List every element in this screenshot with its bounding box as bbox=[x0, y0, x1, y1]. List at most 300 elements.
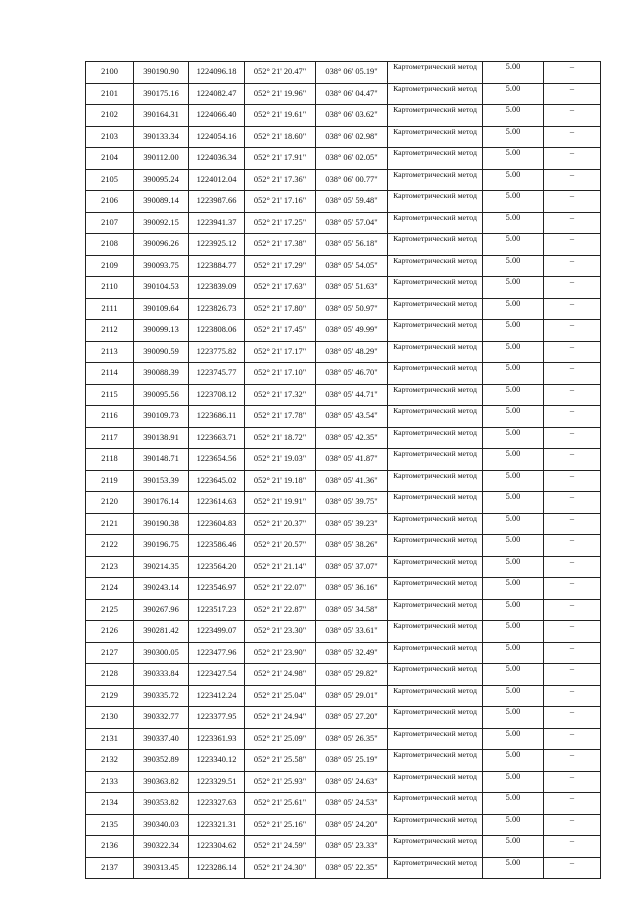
y-coordinate-cell: 1223304.62 bbox=[189, 836, 245, 858]
table-row bbox=[86, 384, 601, 406]
note-cell: – bbox=[544, 62, 601, 84]
table-row bbox=[86, 126, 601, 148]
accuracy-cell: 5.00 bbox=[483, 320, 544, 342]
y-coordinate-cell: 1223941.37 bbox=[189, 212, 245, 234]
x-coordinate-cell: 390196.75 bbox=[134, 535, 189, 557]
x-coordinate-cell: 390133.34 bbox=[134, 126, 189, 148]
x-coordinate-cell: 390190.38 bbox=[134, 513, 189, 535]
y-coordinate-cell: 1223614.63 bbox=[189, 492, 245, 514]
accuracy-cell: 5.00 bbox=[483, 556, 544, 578]
point-number-cell: 2126 bbox=[86, 621, 134, 643]
point-number-cell: 2118 bbox=[86, 449, 134, 471]
y-coordinate-cell: 1223477.96 bbox=[189, 642, 245, 664]
table-row bbox=[86, 535, 601, 557]
point-number-cell: 2137 bbox=[86, 857, 134, 879]
y-coordinate-cell: 1223412.24 bbox=[189, 685, 245, 707]
latitude-cell: 052° 21' 25.09" bbox=[245, 728, 316, 750]
method-cell: Картометрический метод bbox=[388, 62, 483, 84]
longitude-cell: 038° 05' 29.01" bbox=[316, 685, 388, 707]
longitude-cell: 038° 05' 39.75" bbox=[316, 492, 388, 514]
note-cell: – bbox=[544, 771, 601, 793]
point-number-cell: 2129 bbox=[86, 685, 134, 707]
accuracy-cell: 5.00 bbox=[483, 470, 544, 492]
table-row bbox=[86, 83, 601, 105]
point-number-cell: 2136 bbox=[86, 836, 134, 858]
longitude-cell: 038° 05' 22.35" bbox=[316, 857, 388, 879]
table-row bbox=[86, 685, 601, 707]
accuracy-cell: 5.00 bbox=[483, 277, 544, 299]
accuracy-cell: 5.00 bbox=[483, 126, 544, 148]
x-coordinate-cell: 390109.64 bbox=[134, 298, 189, 320]
table-row bbox=[86, 492, 601, 514]
table-row bbox=[86, 599, 601, 621]
y-coordinate-cell: 1224054.16 bbox=[189, 126, 245, 148]
longitude-cell: 038° 05' 38.26" bbox=[316, 535, 388, 557]
point-number-cell: 2106 bbox=[86, 191, 134, 213]
y-coordinate-cell: 1223884.77 bbox=[189, 255, 245, 277]
longitude-cell: 038° 05' 59.48" bbox=[316, 191, 388, 213]
x-coordinate-cell: 390088.39 bbox=[134, 363, 189, 385]
note-cell: – bbox=[544, 191, 601, 213]
y-coordinate-cell: 1223286.14 bbox=[189, 857, 245, 879]
latitude-cell: 052° 21' 17.10" bbox=[245, 363, 316, 385]
table-row bbox=[86, 642, 601, 664]
note-cell: – bbox=[544, 406, 601, 428]
table-row bbox=[86, 578, 601, 600]
x-coordinate-cell: 390333.84 bbox=[134, 664, 189, 686]
accuracy-cell: 5.00 bbox=[483, 427, 544, 449]
table-row bbox=[86, 750, 601, 772]
table-row bbox=[86, 449, 601, 471]
latitude-cell: 052° 21' 24.98" bbox=[245, 664, 316, 686]
y-coordinate-cell: 1223925.12 bbox=[189, 234, 245, 256]
x-coordinate-cell: 390112.00 bbox=[134, 148, 189, 170]
table-row bbox=[86, 277, 601, 299]
point-number-cell: 2101 bbox=[86, 83, 134, 105]
table-row bbox=[86, 212, 601, 234]
note-cell: – bbox=[544, 513, 601, 535]
method-cell: Картометрический метод bbox=[388, 255, 483, 277]
longitude-cell: 038° 05' 48.29" bbox=[316, 341, 388, 363]
table-row bbox=[86, 664, 601, 686]
accuracy-cell: 5.00 bbox=[483, 621, 544, 643]
table-row bbox=[86, 793, 601, 815]
latitude-cell: 052° 21' 19.91" bbox=[245, 492, 316, 514]
method-cell: Картометрический метод bbox=[388, 470, 483, 492]
method-cell: Картометрический метод bbox=[388, 857, 483, 879]
longitude-cell: 038° 05' 54.05" bbox=[316, 255, 388, 277]
method-cell: Картометрический метод bbox=[388, 621, 483, 643]
longitude-cell: 038° 06' 02.98" bbox=[316, 126, 388, 148]
accuracy-cell: 5.00 bbox=[483, 857, 544, 879]
longitude-cell: 038° 05' 24.63" bbox=[316, 771, 388, 793]
note-cell: – bbox=[544, 298, 601, 320]
longitude-cell: 038° 05' 51.63" bbox=[316, 277, 388, 299]
note-cell: – bbox=[544, 105, 601, 127]
longitude-cell: 038° 06' 04.47" bbox=[316, 83, 388, 105]
point-number-cell: 2134 bbox=[86, 793, 134, 815]
note-cell: – bbox=[544, 470, 601, 492]
point-number-cell: 2108 bbox=[86, 234, 134, 256]
latitude-cell: 052° 21' 19.18" bbox=[245, 470, 316, 492]
longitude-cell: 038° 05' 46.70" bbox=[316, 363, 388, 385]
accuracy-cell: 5.00 bbox=[483, 148, 544, 170]
point-number-cell: 2103 bbox=[86, 126, 134, 148]
table-row bbox=[86, 169, 601, 191]
point-number-cell: 2121 bbox=[86, 513, 134, 535]
accuracy-cell: 5.00 bbox=[483, 406, 544, 428]
point-number-cell: 2125 bbox=[86, 599, 134, 621]
longitude-cell: 038° 05' 36.16" bbox=[316, 578, 388, 600]
longitude-cell: 038° 05' 41.36" bbox=[316, 470, 388, 492]
latitude-cell: 052° 21' 23.90" bbox=[245, 642, 316, 664]
longitude-cell: 038° 05' 23.33" bbox=[316, 836, 388, 858]
table-row bbox=[86, 836, 601, 858]
point-number-cell: 2107 bbox=[86, 212, 134, 234]
y-coordinate-cell: 1223327.63 bbox=[189, 793, 245, 815]
accuracy-cell: 5.00 bbox=[483, 105, 544, 127]
method-cell: Картометрический метод bbox=[388, 685, 483, 707]
note-cell: – bbox=[544, 599, 601, 621]
method-cell: Картометрический метод bbox=[388, 105, 483, 127]
note-cell: – bbox=[544, 234, 601, 256]
y-coordinate-cell: 1223654.56 bbox=[189, 449, 245, 471]
accuracy-cell: 5.00 bbox=[483, 83, 544, 105]
accuracy-cell: 5.00 bbox=[483, 234, 544, 256]
y-coordinate-cell: 1223826.73 bbox=[189, 298, 245, 320]
method-cell: Картометрический метод bbox=[388, 320, 483, 342]
y-coordinate-cell: 1223517.23 bbox=[189, 599, 245, 621]
note-cell: – bbox=[544, 492, 601, 514]
longitude-cell: 038° 05' 24.20" bbox=[316, 814, 388, 836]
y-coordinate-cell: 1223839.09 bbox=[189, 277, 245, 299]
method-cell: Картометрический метод bbox=[388, 384, 483, 406]
accuracy-cell: 5.00 bbox=[483, 212, 544, 234]
x-coordinate-cell: 390335.72 bbox=[134, 685, 189, 707]
x-coordinate-cell: 390243.14 bbox=[134, 578, 189, 600]
accuracy-cell: 5.00 bbox=[483, 384, 544, 406]
accuracy-cell: 5.00 bbox=[483, 513, 544, 535]
table-row bbox=[86, 105, 601, 127]
table-row bbox=[86, 814, 601, 836]
note-cell: – bbox=[544, 341, 601, 363]
method-cell: Картометрический метод bbox=[388, 427, 483, 449]
latitude-cell: 052° 21' 19.61" bbox=[245, 105, 316, 127]
method-cell: Картометрический метод bbox=[388, 578, 483, 600]
x-coordinate-cell: 390353.82 bbox=[134, 793, 189, 815]
method-cell: Картометрический метод bbox=[388, 535, 483, 557]
longitude-cell: 038° 05' 32.49" bbox=[316, 642, 388, 664]
latitude-cell: 052° 21' 17.78" bbox=[245, 406, 316, 428]
note-cell: – bbox=[544, 535, 601, 557]
latitude-cell: 052° 21' 17.80" bbox=[245, 298, 316, 320]
method-cell: Картометрический метод bbox=[388, 169, 483, 191]
x-coordinate-cell: 390148.71 bbox=[134, 449, 189, 471]
table-body bbox=[86, 62, 601, 879]
latitude-cell: 052° 21' 24.94" bbox=[245, 707, 316, 729]
point-number-cell: 2112 bbox=[86, 320, 134, 342]
accuracy-cell: 5.00 bbox=[483, 664, 544, 686]
y-coordinate-cell: 1224036.34 bbox=[189, 148, 245, 170]
point-number-cell: 2120 bbox=[86, 492, 134, 514]
x-coordinate-cell: 390300.05 bbox=[134, 642, 189, 664]
note-cell: – bbox=[544, 578, 601, 600]
method-cell: Картометрический метод bbox=[388, 556, 483, 578]
point-number-cell: 2135 bbox=[86, 814, 134, 836]
method-cell: Картометрический метод bbox=[388, 83, 483, 105]
method-cell: Картометрический метод bbox=[388, 836, 483, 858]
latitude-cell: 052° 21' 25.16" bbox=[245, 814, 316, 836]
point-number-cell: 2115 bbox=[86, 384, 134, 406]
note-cell: – bbox=[544, 427, 601, 449]
point-number-cell: 2109 bbox=[86, 255, 134, 277]
y-coordinate-cell: 1223564.20 bbox=[189, 556, 245, 578]
longitude-cell: 038° 05' 42.35" bbox=[316, 427, 388, 449]
accuracy-cell: 5.00 bbox=[483, 298, 544, 320]
accuracy-cell: 5.00 bbox=[483, 836, 544, 858]
latitude-cell: 052° 21' 24.30" bbox=[245, 857, 316, 879]
note-cell: – bbox=[544, 750, 601, 772]
table-row bbox=[86, 857, 601, 879]
accuracy-cell: 5.00 bbox=[483, 341, 544, 363]
longitude-cell: 038° 05' 25.19" bbox=[316, 750, 388, 772]
latitude-cell: 052° 21' 25.58" bbox=[245, 750, 316, 772]
point-number-cell: 2133 bbox=[86, 771, 134, 793]
table-row bbox=[86, 320, 601, 342]
table-row bbox=[86, 406, 601, 428]
point-number-cell: 2105 bbox=[86, 169, 134, 191]
y-coordinate-cell: 1223499.07 bbox=[189, 621, 245, 643]
method-cell: Картометрический метод bbox=[388, 148, 483, 170]
method-cell: Картометрический метод bbox=[388, 126, 483, 148]
note-cell: – bbox=[544, 384, 601, 406]
point-number-cell: 2113 bbox=[86, 341, 134, 363]
latitude-cell: 052° 21' 19.96" bbox=[245, 83, 316, 105]
latitude-cell: 052° 21' 22.07" bbox=[245, 578, 316, 600]
x-coordinate-cell: 390267.96 bbox=[134, 599, 189, 621]
table-row bbox=[86, 363, 601, 385]
method-cell: Картометрический метод bbox=[388, 341, 483, 363]
x-coordinate-cell: 390214.35 bbox=[134, 556, 189, 578]
table-row bbox=[86, 513, 601, 535]
latitude-cell: 052° 21' 17.91" bbox=[245, 148, 316, 170]
note-cell: – bbox=[544, 169, 601, 191]
accuracy-cell: 5.00 bbox=[483, 771, 544, 793]
table-row bbox=[86, 728, 601, 750]
longitude-cell: 038° 05' 39.23" bbox=[316, 513, 388, 535]
note-cell: – bbox=[544, 836, 601, 858]
y-coordinate-cell: 1223361.93 bbox=[189, 728, 245, 750]
longitude-cell: 038° 05' 56.18" bbox=[316, 234, 388, 256]
y-coordinate-cell: 1223686.11 bbox=[189, 406, 245, 428]
longitude-cell: 038° 05' 26.35" bbox=[316, 728, 388, 750]
longitude-cell: 038° 05' 29.82" bbox=[316, 664, 388, 686]
accuracy-cell: 5.00 bbox=[483, 707, 544, 729]
point-number-cell: 2117 bbox=[86, 427, 134, 449]
note-cell: – bbox=[544, 212, 601, 234]
x-coordinate-cell: 390153.39 bbox=[134, 470, 189, 492]
latitude-cell: 052° 21' 17.45" bbox=[245, 320, 316, 342]
y-coordinate-cell: 1223329.51 bbox=[189, 771, 245, 793]
longitude-cell: 038° 05' 44.71" bbox=[316, 384, 388, 406]
latitude-cell: 052° 21' 17.25" bbox=[245, 212, 316, 234]
table-row bbox=[86, 255, 601, 277]
point-number-cell: 2123 bbox=[86, 556, 134, 578]
accuracy-cell: 5.00 bbox=[483, 535, 544, 557]
longitude-cell: 038° 05' 43.54" bbox=[316, 406, 388, 428]
point-number-cell: 2130 bbox=[86, 707, 134, 729]
longitude-cell: 038° 06' 00.77" bbox=[316, 169, 388, 191]
y-coordinate-cell: 1223775.82 bbox=[189, 341, 245, 363]
point-number-cell: 2128 bbox=[86, 664, 134, 686]
x-coordinate-cell: 390281.42 bbox=[134, 621, 189, 643]
note-cell: – bbox=[544, 148, 601, 170]
table-row bbox=[86, 771, 601, 793]
y-coordinate-cell: 1223546.97 bbox=[189, 578, 245, 600]
latitude-cell: 052° 21' 25.04" bbox=[245, 685, 316, 707]
y-coordinate-cell: 1223321.31 bbox=[189, 814, 245, 836]
x-coordinate-cell: 390095.24 bbox=[134, 169, 189, 191]
x-coordinate-cell: 390190.90 bbox=[134, 62, 189, 84]
note-cell: – bbox=[544, 728, 601, 750]
latitude-cell: 052° 21' 21.14" bbox=[245, 556, 316, 578]
method-cell: Картометрический метод bbox=[388, 750, 483, 772]
latitude-cell: 052° 21' 19.03" bbox=[245, 449, 316, 471]
latitude-cell: 052° 21' 17.36" bbox=[245, 169, 316, 191]
longitude-cell: 038° 05' 33.61" bbox=[316, 621, 388, 643]
point-number-cell: 2124 bbox=[86, 578, 134, 600]
x-coordinate-cell: 390090.59 bbox=[134, 341, 189, 363]
longitude-cell: 038° 05' 37.07" bbox=[316, 556, 388, 578]
point-number-cell: 2102 bbox=[86, 105, 134, 127]
method-cell: Картометрический метод bbox=[388, 492, 483, 514]
y-coordinate-cell: 1224066.40 bbox=[189, 105, 245, 127]
note-cell: – bbox=[544, 685, 601, 707]
x-coordinate-cell: 390095.56 bbox=[134, 384, 189, 406]
y-coordinate-cell: 1224012.04 bbox=[189, 169, 245, 191]
table-row bbox=[86, 62, 601, 84]
accuracy-cell: 5.00 bbox=[483, 793, 544, 815]
longitude-cell: 038° 06' 05.19" bbox=[316, 62, 388, 84]
note-cell: – bbox=[544, 449, 601, 471]
accuracy-cell: 5.00 bbox=[483, 255, 544, 277]
method-cell: Картометрический метод bbox=[388, 728, 483, 750]
latitude-cell: 052° 21' 23.30" bbox=[245, 621, 316, 643]
note-cell: – bbox=[544, 664, 601, 686]
x-coordinate-cell: 390138.91 bbox=[134, 427, 189, 449]
note-cell: – bbox=[544, 621, 601, 643]
accuracy-cell: 5.00 bbox=[483, 642, 544, 664]
x-coordinate-cell: 390340.03 bbox=[134, 814, 189, 836]
table-row bbox=[86, 427, 601, 449]
method-cell: Картометрический метод bbox=[388, 234, 483, 256]
table-row bbox=[86, 707, 601, 729]
note-cell: – bbox=[544, 83, 601, 105]
table-row bbox=[86, 148, 601, 170]
longitude-cell: 038° 05' 41.87" bbox=[316, 449, 388, 471]
y-coordinate-cell: 1223708.12 bbox=[189, 384, 245, 406]
longitude-cell: 038° 06' 03.62" bbox=[316, 105, 388, 127]
accuracy-cell: 5.00 bbox=[483, 191, 544, 213]
y-coordinate-cell: 1223427.54 bbox=[189, 664, 245, 686]
table-row bbox=[86, 234, 601, 256]
point-number-cell: 2122 bbox=[86, 535, 134, 557]
note-cell: – bbox=[544, 126, 601, 148]
table-row bbox=[86, 341, 601, 363]
point-number-cell: 2104 bbox=[86, 148, 134, 170]
note-cell: – bbox=[544, 363, 601, 385]
latitude-cell: 052° 21' 17.16" bbox=[245, 191, 316, 213]
longitude-cell: 038° 05' 24.53" bbox=[316, 793, 388, 815]
accuracy-cell: 5.00 bbox=[483, 814, 544, 836]
longitude-cell: 038° 05' 57.04" bbox=[316, 212, 388, 234]
longitude-cell: 038° 05' 50.97" bbox=[316, 298, 388, 320]
x-coordinate-cell: 390322.34 bbox=[134, 836, 189, 858]
table-row bbox=[86, 298, 601, 320]
method-cell: Картометрический метод bbox=[388, 406, 483, 428]
point-number-cell: 2132 bbox=[86, 750, 134, 772]
latitude-cell: 052° 21' 17.38" bbox=[245, 234, 316, 256]
y-coordinate-cell: 1223745.77 bbox=[189, 363, 245, 385]
note-cell: – bbox=[544, 277, 601, 299]
accuracy-cell: 5.00 bbox=[483, 578, 544, 600]
latitude-cell: 052° 21' 25.93" bbox=[245, 771, 316, 793]
y-coordinate-cell: 1224082.47 bbox=[189, 83, 245, 105]
table-row bbox=[86, 556, 601, 578]
latitude-cell: 052° 21' 17.17" bbox=[245, 341, 316, 363]
x-coordinate-cell: 390164.31 bbox=[134, 105, 189, 127]
accuracy-cell: 5.00 bbox=[483, 363, 544, 385]
point-number-cell: 2116 bbox=[86, 406, 134, 428]
y-coordinate-cell: 1223987.66 bbox=[189, 191, 245, 213]
point-number-cell: 2111 bbox=[86, 298, 134, 320]
note-cell: – bbox=[544, 556, 601, 578]
accuracy-cell: 5.00 bbox=[483, 728, 544, 750]
x-coordinate-cell: 390352.89 bbox=[134, 750, 189, 772]
latitude-cell: 052° 21' 20.37" bbox=[245, 513, 316, 535]
x-coordinate-cell: 390092.15 bbox=[134, 212, 189, 234]
x-coordinate-cell: 390096.26 bbox=[134, 234, 189, 256]
note-cell: – bbox=[544, 814, 601, 836]
y-coordinate-cell: 1223604.83 bbox=[189, 513, 245, 535]
y-coordinate-cell: 1223663.71 bbox=[189, 427, 245, 449]
latitude-cell: 052° 21' 18.72" bbox=[245, 427, 316, 449]
method-cell: Картометрический метод bbox=[388, 642, 483, 664]
latitude-cell: 052° 21' 25.61" bbox=[245, 793, 316, 815]
y-coordinate-cell: 1223586.46 bbox=[189, 535, 245, 557]
y-coordinate-cell: 1223340.12 bbox=[189, 750, 245, 772]
longitude-cell: 038° 05' 34.58" bbox=[316, 599, 388, 621]
method-cell: Картометрический метод bbox=[388, 599, 483, 621]
note-cell: – bbox=[544, 857, 601, 879]
latitude-cell: 052° 21' 20.47" bbox=[245, 62, 316, 84]
method-cell: Картометрический метод bbox=[388, 212, 483, 234]
accuracy-cell: 5.00 bbox=[483, 62, 544, 84]
note-cell: – bbox=[544, 320, 601, 342]
x-coordinate-cell: 390104.53 bbox=[134, 277, 189, 299]
latitude-cell: 052° 21' 17.63" bbox=[245, 277, 316, 299]
point-number-cell: 2119 bbox=[86, 470, 134, 492]
x-coordinate-cell: 390363.82 bbox=[134, 771, 189, 793]
accuracy-cell: 5.00 bbox=[483, 492, 544, 514]
method-cell: Картометрический метод bbox=[388, 707, 483, 729]
x-coordinate-cell: 390176.14 bbox=[134, 492, 189, 514]
point-number-cell: 2110 bbox=[86, 277, 134, 299]
latitude-cell: 052° 21' 24.59" bbox=[245, 836, 316, 858]
y-coordinate-cell: 1224096.18 bbox=[189, 62, 245, 84]
method-cell: Картометрический метод bbox=[388, 363, 483, 385]
method-cell: Картометрический метод bbox=[388, 814, 483, 836]
